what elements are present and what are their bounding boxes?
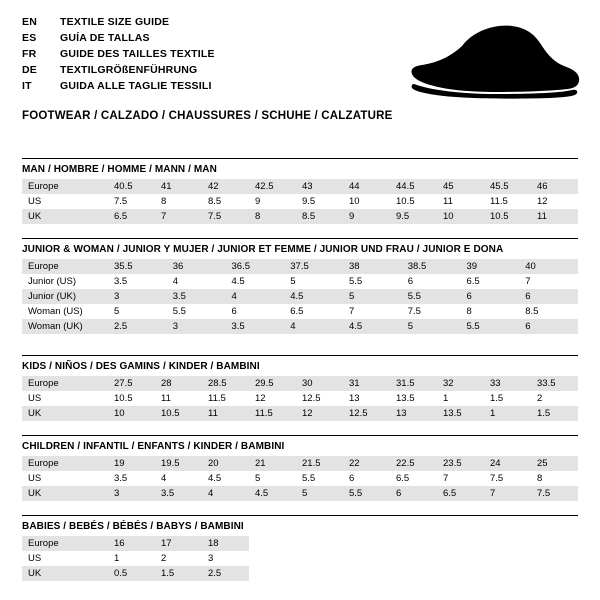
cell: 11.5 <box>202 391 249 406</box>
language-code: FR <box>22 48 37 60</box>
language-title: GUÍA DE TALLAS <box>60 32 150 44</box>
cell: 3.5 <box>167 289 226 304</box>
cell: 6 <box>402 274 461 289</box>
cell: 42 <box>202 179 249 194</box>
table-row <box>22 194 578 209</box>
cell: 40 <box>519 259 578 274</box>
cell: 7 <box>484 486 531 501</box>
cell: 31.5 <box>390 376 437 391</box>
cell: 5.5 <box>167 304 226 319</box>
cell: 13 <box>343 391 390 406</box>
cell: 8 <box>461 304 520 319</box>
size-table-body <box>22 456 578 501</box>
cell-empty <box>296 536 343 551</box>
cell: 28 <box>155 376 202 391</box>
cell: 46 <box>531 179 578 194</box>
cell-empty <box>249 566 296 581</box>
cell: 1.5 <box>155 566 202 581</box>
size-table-babies <box>22 536 578 581</box>
cell: 36 <box>167 259 226 274</box>
cell-empty <box>531 551 578 566</box>
table-row <box>22 179 578 194</box>
table-row <box>22 319 578 334</box>
cell: 11.5 <box>249 406 296 421</box>
cell: 11 <box>437 194 484 209</box>
row-label: Europe <box>22 179 108 194</box>
cell-empty <box>484 536 531 551</box>
cell: 5 <box>296 486 343 501</box>
cell: 10.5 <box>390 194 437 209</box>
language-row <box>22 32 215 48</box>
cell: 33 <box>484 376 531 391</box>
cell: 24 <box>484 456 531 471</box>
table-row <box>22 304 578 319</box>
cell: 39 <box>461 259 520 274</box>
cell: 8 <box>531 471 578 486</box>
cell: 41 <box>155 179 202 194</box>
cell: 11 <box>531 209 578 224</box>
cell: 11 <box>202 406 249 421</box>
cell: 11 <box>155 391 202 406</box>
cell: 31 <box>343 376 390 391</box>
cell: 4.5 <box>249 486 296 501</box>
language-title: GUIDA ALLE TAGLIE TESSILI <box>60 80 212 92</box>
cell-empty <box>343 536 390 551</box>
section-title: CHILDREN / INFANTIL / ENFANTS / KINDER / BAMBINI <box>22 435 578 456</box>
size-table-junior-woman <box>22 259 578 334</box>
table-row <box>22 376 578 391</box>
cell: 12 <box>249 391 296 406</box>
row-label: US <box>22 194 108 209</box>
cell: 3 <box>108 289 167 304</box>
cell: 2.5 <box>108 319 167 334</box>
cell: 16 <box>108 536 155 551</box>
cell: 7 <box>437 471 484 486</box>
language-code: EN <box>22 16 37 28</box>
cell: 6 <box>519 319 578 334</box>
cell: 9 <box>343 209 390 224</box>
cell: 10 <box>437 209 484 224</box>
row-label: Europe <box>22 376 108 391</box>
cell: 7 <box>519 274 578 289</box>
size-table-body <box>22 179 578 224</box>
table-row <box>22 406 578 421</box>
row-label: Woman (US) <box>22 304 108 319</box>
language-row <box>22 80 215 96</box>
section-title: JUNIOR & WOMAN / JUNIOR Y MUJER / JUNIOR ET FEMME / JUNIOR UND FRAU / JUNIOR E DONA <box>22 238 578 259</box>
cell: 5.5 <box>461 319 520 334</box>
cell-empty <box>390 551 437 566</box>
cell: 12 <box>531 194 578 209</box>
cell: 19 <box>108 456 155 471</box>
cell: 21 <box>249 456 296 471</box>
cell: 4.5 <box>284 289 343 304</box>
cell: 5 <box>249 471 296 486</box>
cell: 2 <box>155 551 202 566</box>
cell: 3.5 <box>226 319 285 334</box>
cell: 6 <box>519 289 578 304</box>
cell: 1 <box>484 406 531 421</box>
cell: 4 <box>202 486 249 501</box>
table-row <box>22 551 578 566</box>
cell: 8.5 <box>519 304 578 319</box>
cell: 20 <box>202 456 249 471</box>
language-code: DE <box>22 64 37 76</box>
cell-empty <box>484 551 531 566</box>
language-title-list <box>22 16 215 96</box>
cell: 13.5 <box>390 391 437 406</box>
cell: 5 <box>402 319 461 334</box>
cell-empty <box>484 566 531 581</box>
cell: 35.5 <box>108 259 167 274</box>
cell-empty <box>390 536 437 551</box>
cell: 38 <box>343 259 402 274</box>
row-label: US <box>22 391 108 406</box>
cell: 10 <box>108 406 155 421</box>
cell: 17 <box>155 536 202 551</box>
cell: 6 <box>343 471 390 486</box>
footwear-section-title: FOOTWEAR / CALZADO / CHAUSSURES / SCHUHE / CALZATURE <box>22 110 393 122</box>
cell: 4 <box>284 319 343 334</box>
cell: 5.5 <box>343 486 390 501</box>
table-row <box>22 274 578 289</box>
cell: 42.5 <box>249 179 296 194</box>
size-table-body <box>22 536 578 581</box>
cell: 1 <box>108 551 155 566</box>
cell: 30 <box>296 376 343 391</box>
cell: 5 <box>108 304 167 319</box>
cell: 43 <box>296 179 343 194</box>
cell: 4.5 <box>343 319 402 334</box>
cell: 12.5 <box>343 406 390 421</box>
table-row <box>22 209 578 224</box>
cell: 6 <box>390 486 437 501</box>
cell: 9.5 <box>390 209 437 224</box>
cell: 4.5 <box>202 471 249 486</box>
cell-empty <box>531 566 578 581</box>
cell: 7.5 <box>531 486 578 501</box>
table-row <box>22 391 578 406</box>
cell: 4.5 <box>226 274 285 289</box>
table-row <box>22 289 578 304</box>
cell-empty <box>249 551 296 566</box>
cell: 6 <box>461 289 520 304</box>
dress-shoe-silhouette-icon <box>400 22 580 102</box>
cell: 38.5 <box>402 259 461 274</box>
cell: 1.5 <box>531 406 578 421</box>
language-code: IT <box>22 80 32 92</box>
cell-empty <box>343 551 390 566</box>
cell: 8 <box>155 194 202 209</box>
cell-empty <box>390 566 437 581</box>
cell: 3.5 <box>108 274 167 289</box>
cell: 7.5 <box>484 471 531 486</box>
cell: 5.5 <box>402 289 461 304</box>
cell: 13 <box>390 406 437 421</box>
cell: 2 <box>531 391 578 406</box>
cell: 3.5 <box>108 471 155 486</box>
cell-empty <box>531 536 578 551</box>
cell: 44 <box>343 179 390 194</box>
section-title: MAN / HOMBRE / HOMME / MANN / MAN <box>22 158 578 179</box>
cell-empty <box>249 536 296 551</box>
cell: 3 <box>167 319 226 334</box>
cell: 18 <box>202 536 249 551</box>
cell: 6.5 <box>284 304 343 319</box>
cell: 10.5 <box>155 406 202 421</box>
size-table-body <box>22 376 578 421</box>
language-row <box>22 16 215 32</box>
language-row <box>22 64 215 80</box>
row-label: UK <box>22 486 108 501</box>
cell: 12 <box>296 406 343 421</box>
cell: 9.5 <box>296 194 343 209</box>
cell: 2.5 <box>202 566 249 581</box>
cell: 3 <box>202 551 249 566</box>
cell: 45.5 <box>484 179 531 194</box>
cell: 8.5 <box>202 194 249 209</box>
table-row <box>22 471 578 486</box>
size-table-body <box>22 259 578 334</box>
cell: 25 <box>531 456 578 471</box>
row-label: Woman (UK) <box>22 319 108 334</box>
cell: 6.5 <box>108 209 155 224</box>
row-label: Europe <box>22 456 108 471</box>
language-code: ES <box>22 32 37 44</box>
language-row <box>22 48 215 64</box>
cell: 33.5 <box>531 376 578 391</box>
cell-empty <box>343 566 390 581</box>
cell: 27.5 <box>108 376 155 391</box>
cell-empty <box>296 551 343 566</box>
cell-empty <box>296 566 343 581</box>
row-label: Europe <box>22 259 108 274</box>
cell: 6.5 <box>390 471 437 486</box>
section-babies <box>22 515 578 581</box>
cell: 12.5 <box>296 391 343 406</box>
size-table-children <box>22 456 578 501</box>
cell: 6.5 <box>461 274 520 289</box>
cell: 29.5 <box>249 376 296 391</box>
row-label: US <box>22 471 108 486</box>
section-man <box>22 158 578 224</box>
row-label: UK <box>22 406 108 421</box>
cell: 22 <box>343 456 390 471</box>
cell: 19.5 <box>155 456 202 471</box>
language-title: TEXTILE SIZE GUIDE <box>60 16 170 28</box>
section-children <box>22 435 578 501</box>
cell: 13.5 <box>437 406 484 421</box>
language-title-body <box>22 16 215 96</box>
size-table-man <box>22 179 578 224</box>
cell: 11.5 <box>484 194 531 209</box>
cell: 4 <box>155 471 202 486</box>
cell: 40.5 <box>108 179 155 194</box>
cell-empty <box>437 551 484 566</box>
cell: 0.5 <box>108 566 155 581</box>
cell: 7.5 <box>402 304 461 319</box>
cell: 7.5 <box>108 194 155 209</box>
cell: 5.5 <box>343 274 402 289</box>
cell: 6 <box>226 304 285 319</box>
section-junior-woman <box>22 238 578 334</box>
row-label: US <box>22 551 108 566</box>
cell: 4 <box>167 274 226 289</box>
cell: 32 <box>437 376 484 391</box>
table-row <box>22 566 578 581</box>
header <box>0 0 600 140</box>
table-row <box>22 536 578 551</box>
cell: 44.5 <box>390 179 437 194</box>
table-row <box>22 486 578 501</box>
row-label: Junior (US) <box>22 274 108 289</box>
table-row <box>22 259 578 274</box>
cell: 9 <box>249 194 296 209</box>
table-row <box>22 456 578 471</box>
row-label: Junior (UK) <box>22 289 108 304</box>
cell: 36.5 <box>226 259 285 274</box>
cell: 8.5 <box>296 209 343 224</box>
cell: 7 <box>155 209 202 224</box>
cell: 5 <box>343 289 402 304</box>
cell: 22.5 <box>390 456 437 471</box>
cell: 1 <box>437 391 484 406</box>
cell: 10 <box>343 194 390 209</box>
cell-empty <box>437 536 484 551</box>
row-label: UK <box>22 566 108 581</box>
cell: 7 <box>343 304 402 319</box>
row-label: UK <box>22 209 108 224</box>
cell: 45 <box>437 179 484 194</box>
cell: 3.5 <box>155 486 202 501</box>
row-label: Europe <box>22 536 108 551</box>
cell: 5 <box>284 274 343 289</box>
cell: 21.5 <box>296 456 343 471</box>
cell: 8 <box>249 209 296 224</box>
cell: 10.5 <box>108 391 155 406</box>
cell: 23.5 <box>437 456 484 471</box>
cell-empty <box>437 566 484 581</box>
cell: 4 <box>226 289 285 304</box>
cell: 5.5 <box>296 471 343 486</box>
cell: 7.5 <box>202 209 249 224</box>
cell: 1.5 <box>484 391 531 406</box>
size-table-kids <box>22 376 578 421</box>
section-title: BABIES / BEBÉS / BÉBÉS / BABYS / BAMBINI <box>22 515 578 536</box>
cell: 6.5 <box>437 486 484 501</box>
section-title: KIDS / NIÑOS / DES GAMINS / KINDER / BAMBINI <box>22 355 578 376</box>
cell: 10.5 <box>484 209 531 224</box>
cell: 3 <box>108 486 155 501</box>
cell: 28.5 <box>202 376 249 391</box>
language-title: GUIDE DES TAILLES TEXTILE <box>60 48 215 60</box>
language-title: TEXTILGRÖßENFÜHRUNG <box>60 64 198 76</box>
cell: 37.5 <box>284 259 343 274</box>
section-kids <box>22 355 578 421</box>
